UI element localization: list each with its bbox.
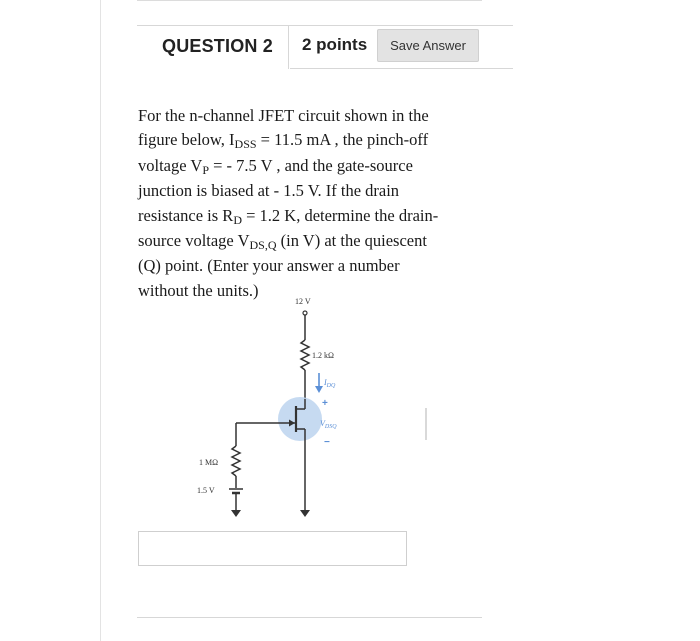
vds-minus-sign: − [324,437,330,448]
drain-current-label: $I_{DQ}$ [324,378,336,389]
question-text [138,104,478,303]
gate-supply-label: 1.5 V [197,486,215,495]
top-divider [137,0,482,1]
subscript-p: P [202,162,209,177]
subscript-dss: DSS [234,137,257,152]
source-ground-icon [300,510,310,517]
question-line [138,154,478,179]
subscript-d: D [233,212,242,227]
question-text-span: resistance is R [138,205,234,225]
drain-resistor [301,340,309,370]
bottom-divider [137,617,482,618]
question-text-span: figure below, I [138,130,235,150]
question-line [138,254,478,278]
header-divider [137,25,513,26]
question-line [138,179,478,203]
supply-voltage-label: 12 V [295,297,311,306]
question-title: QUESTION 2 [162,36,274,56]
supply-terminal [303,311,307,315]
question-line [138,104,478,128]
vds-label: $V_{DSQ}$ [320,419,337,430]
vds-plus-sign: + [322,398,328,409]
question-text-span: source voltage V [138,231,250,251]
question-text-span: junction is biased at - 1.5 V. If the drain [138,181,400,201]
jfet-highlight [278,397,322,441]
subscript-dsq: DS,Q [249,238,277,253]
header-separator [288,25,289,69]
gate-resistor-label: 1 MΩ [199,458,219,467]
question-text-span: voltage V [138,155,203,175]
question-text-span: = 11.5 mA , the pinch-off [256,130,429,150]
question-text-span: = 1.2 K, determine the drain- [241,205,439,225]
question-line [138,128,478,153]
question-line [138,229,478,254]
question-text-span: (Q) point. (Enter your answer a number [138,256,400,276]
drain-resistor-label: 1.2 kΩ [312,351,334,360]
gate-ground-icon [231,510,241,517]
question-text-span: without the units.) [138,280,259,300]
side-scroll-marker [425,408,427,440]
question-text-span: (in V) at the quiescent [276,231,427,251]
question-points: 2 points [302,35,368,54]
save-answer-button[interactable]: Save Answer [377,29,479,62]
page-left-border [100,0,101,641]
question-text-span: For the n-channel JFET circuit shown in the [138,106,429,125]
question-text-span: = - 7.5 V , and the gate-source [209,155,413,175]
question-line [138,204,478,229]
jfet-circuit-diagram [190,292,430,527]
header-bottom-divider [290,68,513,69]
gate-resistor [232,446,240,476]
drain-current-arrowhead [315,386,323,393]
answer-input[interactable] [138,531,407,566]
